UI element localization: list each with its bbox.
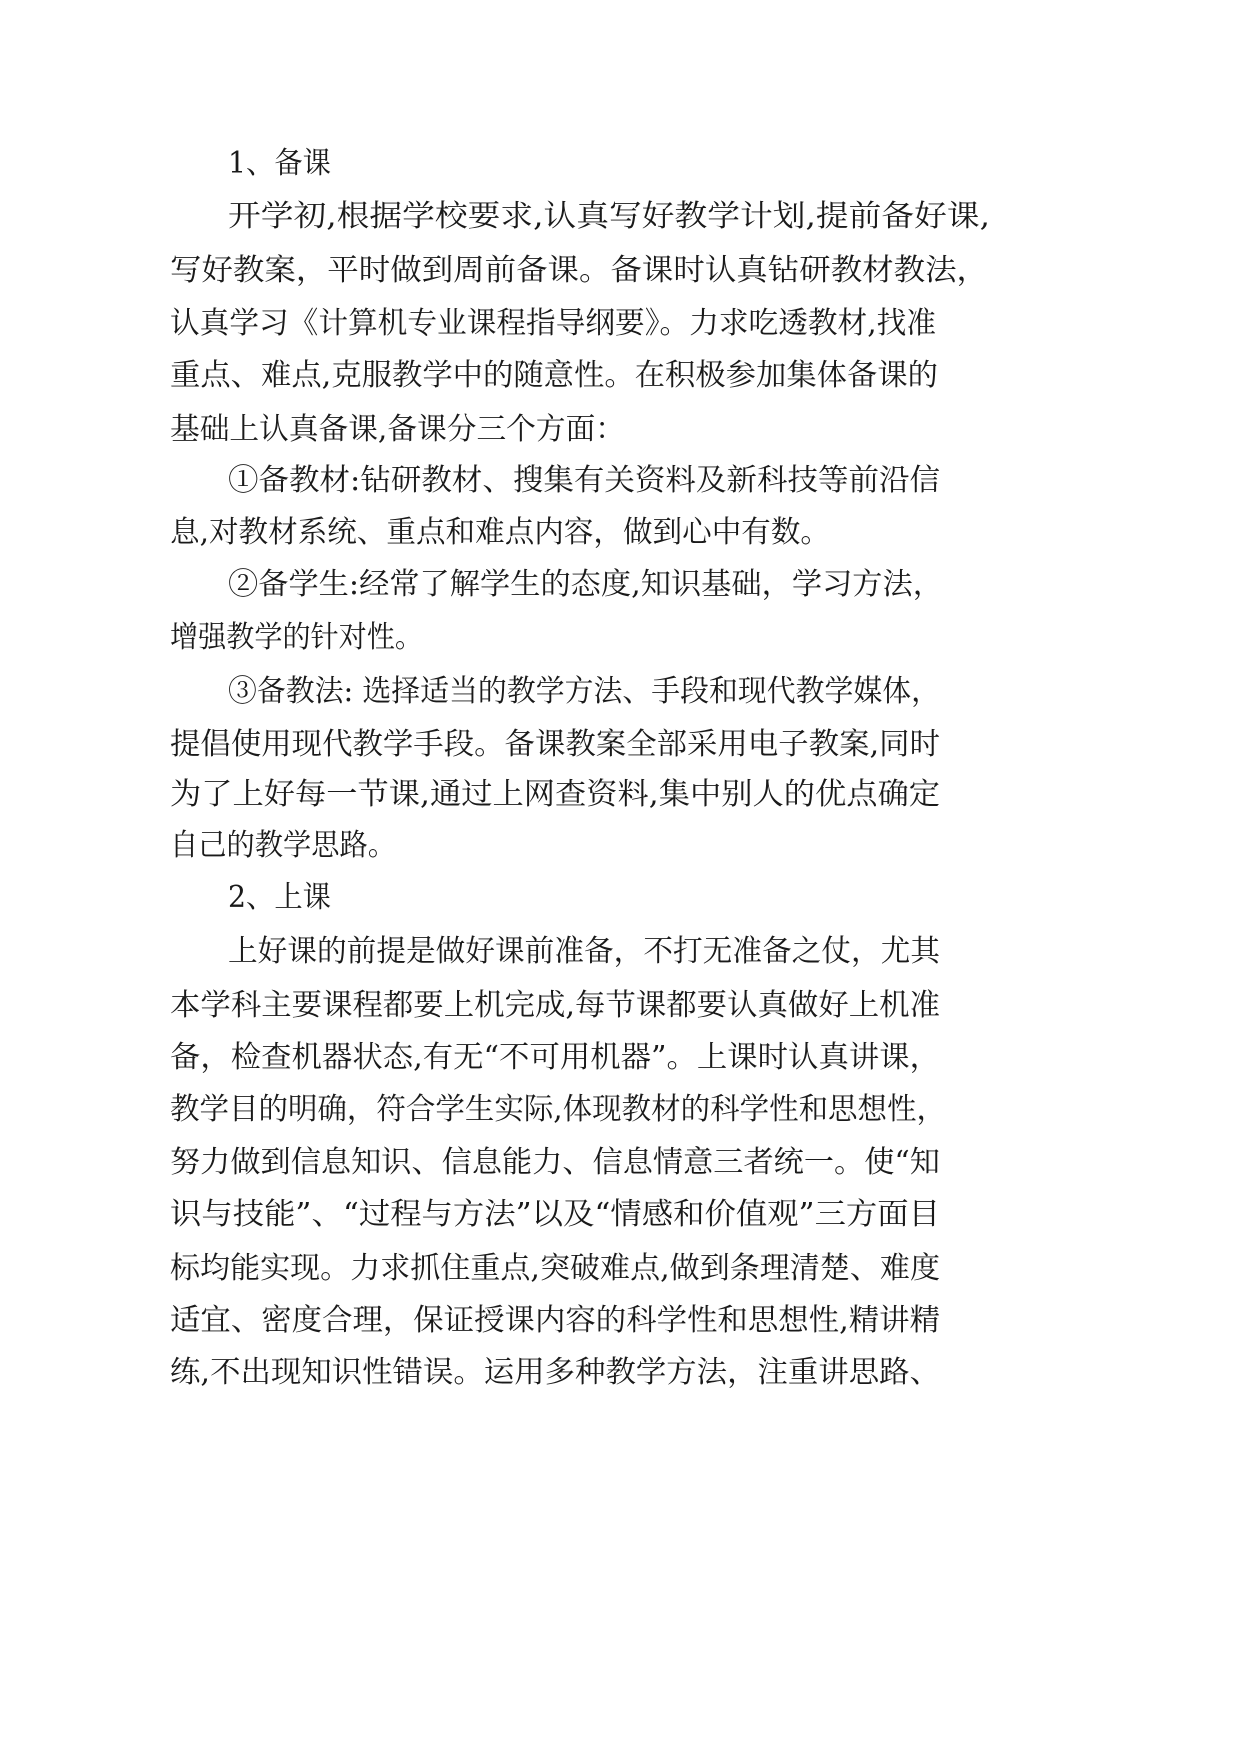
line-text: 增强教学的针对性。 [170, 620, 423, 655]
line-text: ③备教法: 选择适当的教学方法、手段和现代教学媒体， [228, 674, 940, 709]
line-text: 标均能实现。力求抓住重点,突破难点,做到条理清楚、难度 [170, 1251, 940, 1286]
paragraph-line [0, 770, 1241, 820]
line-text: 努力做到信息知识、信息能力、信息情意三者统一。使“知 [170, 1145, 940, 1180]
paragraph-line [0, 299, 1241, 349]
paragraph-line [0, 720, 1241, 770]
line-text: 教学目的明确，符合学生实际,体现教材的科学性和思想性， [170, 1092, 946, 1127]
line-text: 提倡使用现代教学手段。备课教案全部采用电子教案,同时 [170, 727, 940, 762]
paragraph-line [0, 667, 1241, 717]
line-text: ①备教材:钻研教材、搜集有关资料及新科技等前沿信 [228, 463, 940, 498]
section-heading [0, 873, 1241, 923]
paragraph-line [0, 1138, 1241, 1188]
paragraph-line [0, 1348, 1241, 1398]
paragraph-line [0, 981, 1241, 1031]
paragraph-line [0, 192, 1241, 242]
line-text: 练,不出现知识性错误。运用多种教学方法，注重讲思路、 [170, 1355, 940, 1390]
paragraph-line [0, 1296, 1241, 1346]
line-text: 开学初,根据学校要求,认真写好教学计划,提前备好课, [228, 199, 990, 234]
line-text: 2、上课 [228, 880, 331, 915]
line-text: 写好教案，平时做到周前备课。备课时认真钻研教材教法， [170, 253, 988, 288]
paragraph-line [0, 1190, 1241, 1240]
line-text: 识与技能”、“过程与方法”以及“情感和价值观”三方面目 [170, 1197, 940, 1232]
paragraph-line [0, 613, 1241, 663]
paragraph-line [0, 508, 1241, 558]
paragraph-line [0, 1085, 1241, 1135]
paragraph-line [0, 1033, 1241, 1083]
line-text: 自己的教学思路。 [170, 828, 396, 863]
line-text: 为了上好每一节课,通过上网查资料,集中别人的优点确定 [170, 777, 940, 812]
line-text: ②备学生:经常了解学生的态度,知识基础，学习方法， [228, 567, 943, 602]
section-heading [0, 139, 1241, 189]
paragraph-line [0, 351, 1241, 401]
line-text: 1、备课 [228, 146, 331, 181]
line-text: 本学科主要课程都要上机完成,每节课都要认真做好上机准 [170, 988, 940, 1023]
line-text: 重点、难点,克服教学中的随意性。在积极参加集体备课的 [170, 358, 938, 393]
line-text: 适宜、密度合理，保证授课内容的科学性和思想性,精讲精 [170, 1303, 940, 1338]
line-text: 备，检查机器状态,有无“不可用机器”。上课时认真讲课， [170, 1040, 940, 1075]
line-text: 上好课的前提是做好课前准备，不打无准备之仗，尤其 [228, 934, 940, 969]
paragraph-line [0, 821, 1241, 871]
paragraph-line [0, 1244, 1241, 1294]
line-text: 息,对教材系统、重点和难点内容，做到心中有数。 [170, 515, 830, 550]
paragraph-line [0, 246, 1241, 296]
line-text: 基础上认真备课,备课分三个方面： [170, 412, 625, 447]
line-text: 认真学习《计算机专业课程指导纲要》。力求吃透教材,找准 [170, 306, 936, 341]
paragraph-line [0, 927, 1241, 977]
paragraph-line [0, 456, 1241, 506]
paragraph-line [0, 405, 1241, 455]
paragraph-line [0, 560, 1241, 610]
